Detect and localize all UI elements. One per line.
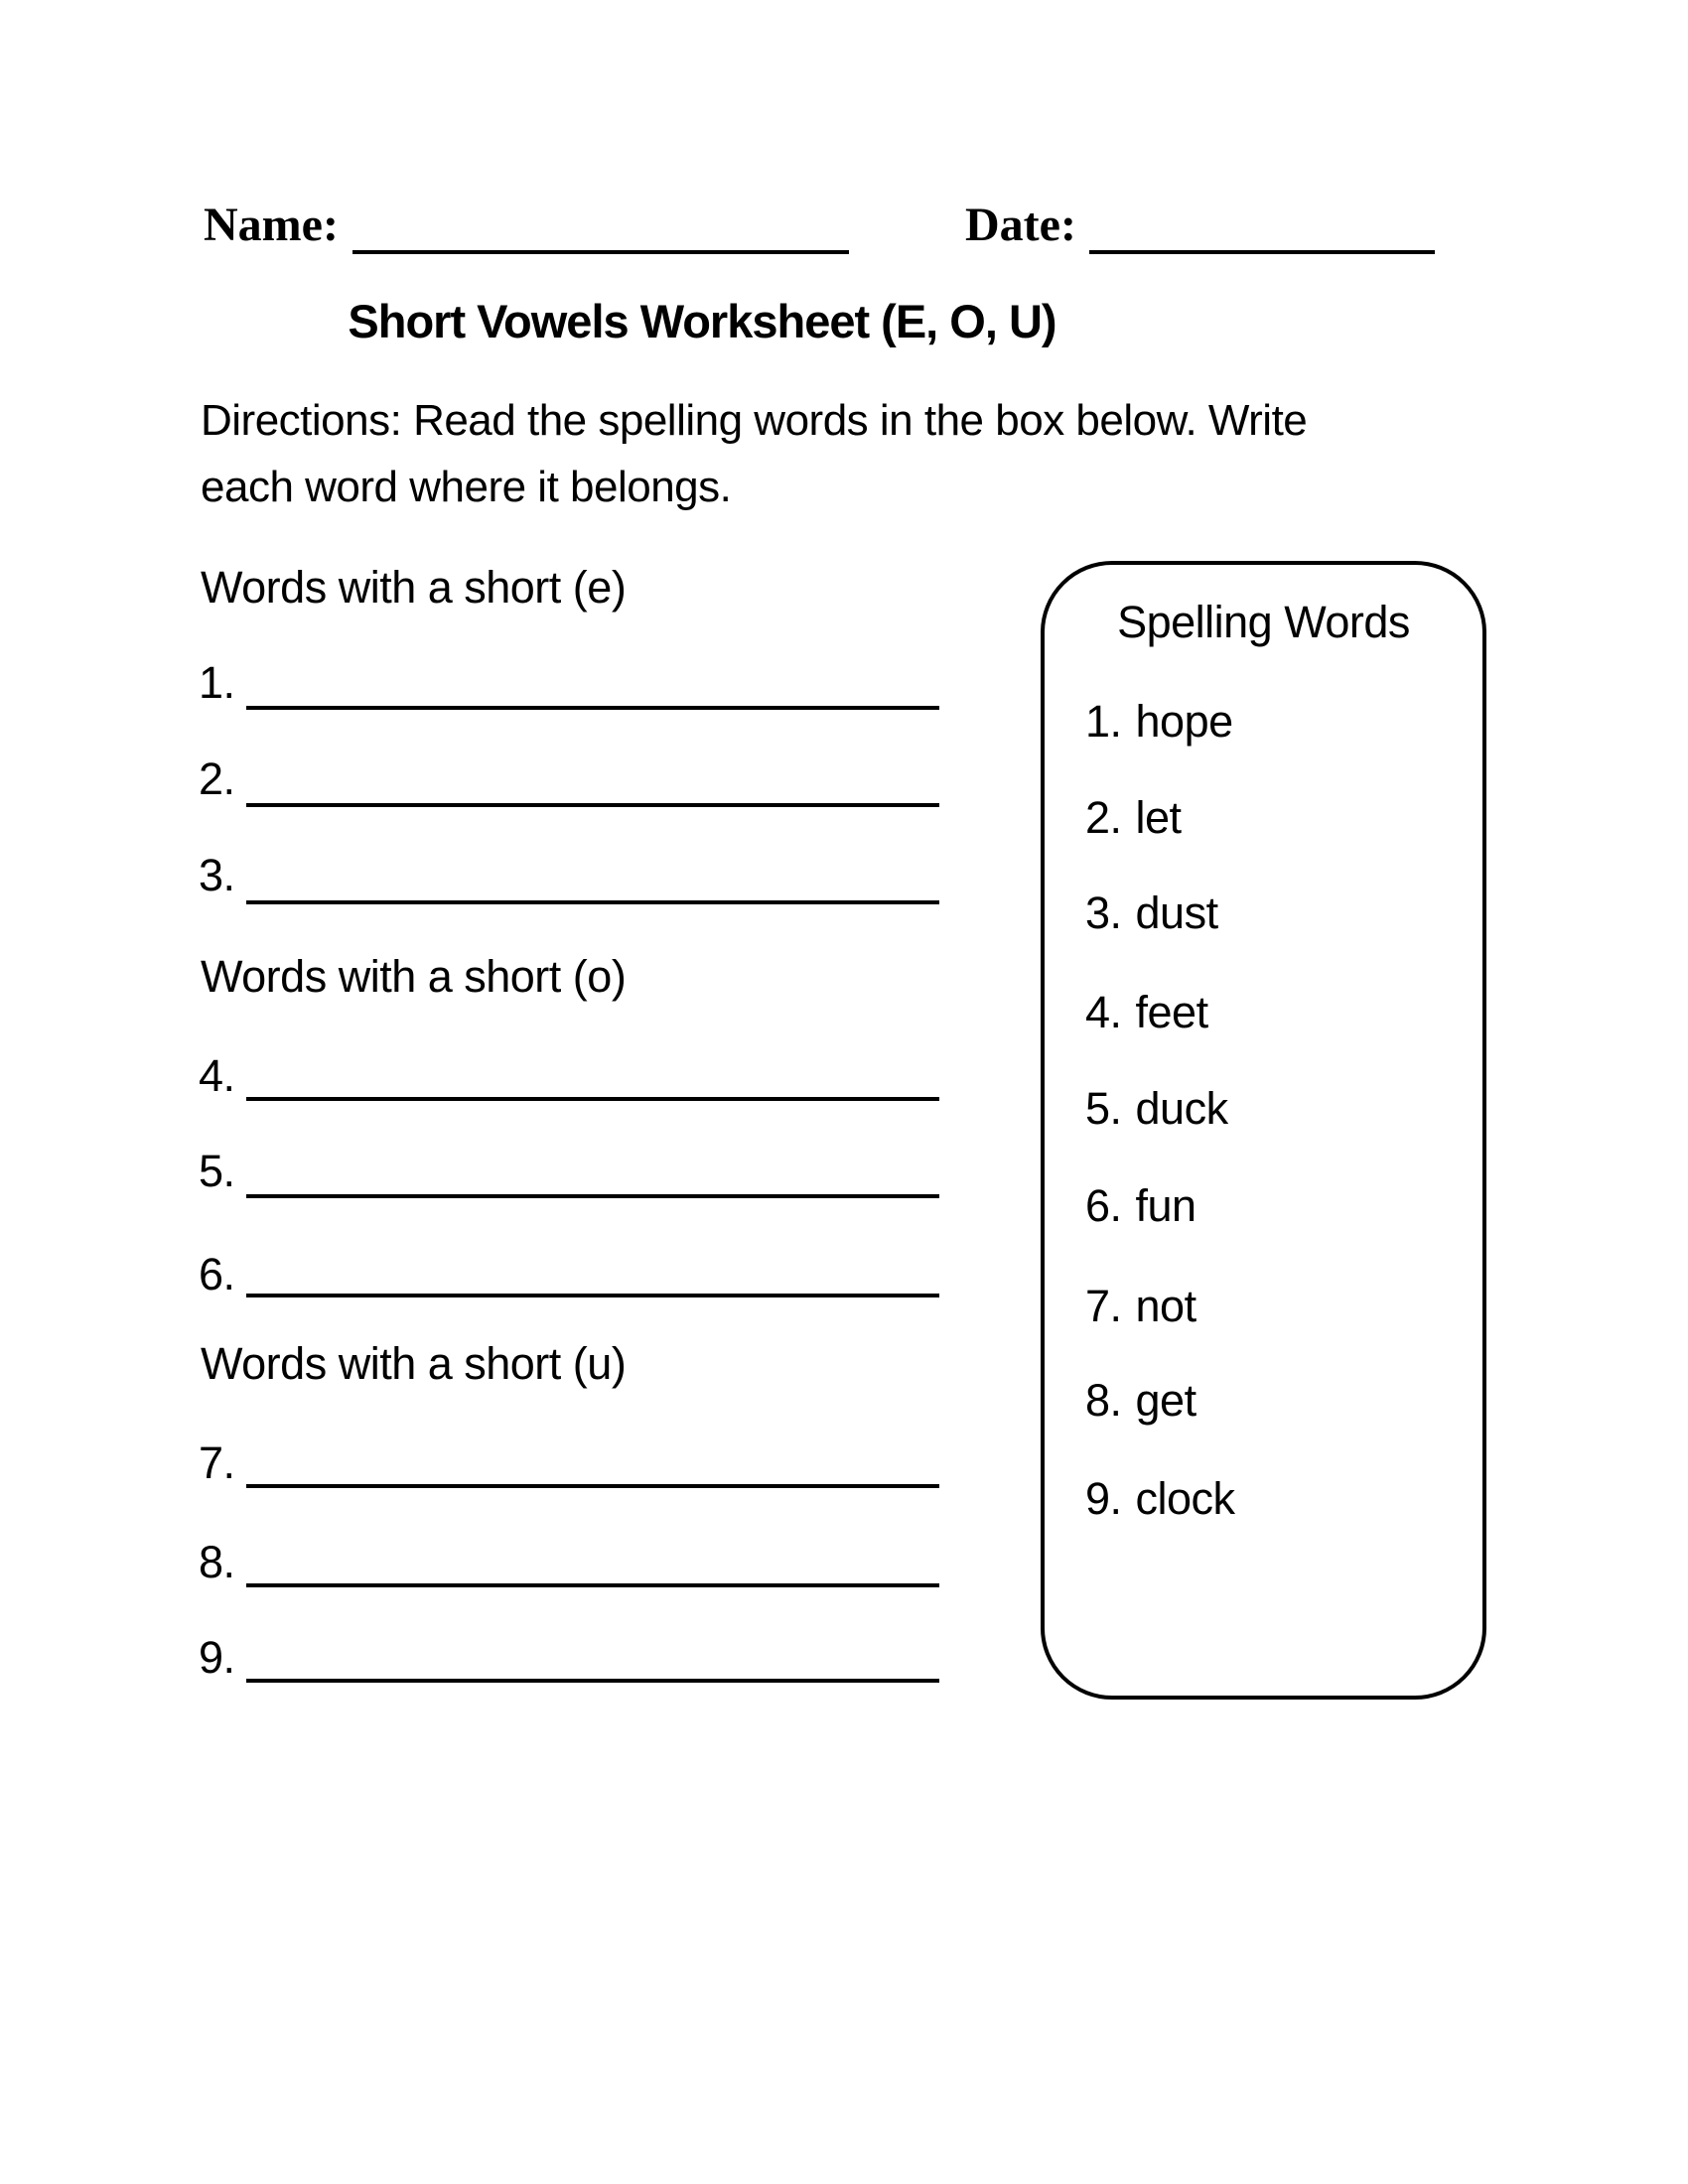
word-number-1: 1. bbox=[1085, 696, 1122, 747]
word-number-4: 4. bbox=[1085, 987, 1122, 1037]
page-title: Short Vowels Worksheet (E, O, U) bbox=[348, 295, 1056, 347]
word-bank-item-3 bbox=[1085, 887, 1218, 938]
word-text-3: dust bbox=[1135, 887, 1218, 938]
answer-blank-4[interactable] bbox=[246, 1097, 939, 1101]
word-bank-item-2 bbox=[1085, 792, 1182, 843]
item-number-8: 8. bbox=[199, 1537, 235, 1587]
word-text-1: hope bbox=[1135, 696, 1233, 747]
answer-blank-1[interactable] bbox=[246, 706, 939, 710]
directions-line-2: each word where it belongs. bbox=[201, 463, 732, 511]
word-bank-title: Spelling Words bbox=[1117, 597, 1410, 647]
item-number-5: 5. bbox=[199, 1146, 235, 1196]
word-text-9: clock bbox=[1135, 1473, 1235, 1524]
date-blank-line[interactable] bbox=[1089, 250, 1435, 254]
answer-blank-3[interactable] bbox=[246, 900, 939, 904]
name-blank-line[interactable] bbox=[352, 250, 849, 254]
word-number-5: 5. bbox=[1085, 1083, 1122, 1134]
word-number-7: 7. bbox=[1085, 1281, 1122, 1331]
date-label: Date: bbox=[965, 199, 1076, 251]
word-number-9: 9. bbox=[1085, 1473, 1122, 1524]
word-number-2: 2. bbox=[1085, 792, 1122, 843]
word-bank-item-9 bbox=[1085, 1473, 1235, 1524]
word-text-4: feet bbox=[1135, 987, 1208, 1037]
word-bank-item-6 bbox=[1085, 1180, 1196, 1231]
section-heading-short-o: Words with a short (o) bbox=[201, 951, 627, 1002]
answer-blank-7[interactable] bbox=[246, 1484, 939, 1488]
word-number-8: 8. bbox=[1085, 1375, 1122, 1426]
word-text-7: not bbox=[1135, 1281, 1196, 1331]
item-number-6: 6. bbox=[199, 1249, 235, 1299]
word-text-6: fun bbox=[1135, 1180, 1196, 1231]
answer-blank-9[interactable] bbox=[246, 1679, 939, 1683]
section-heading-short-e: Words with a short (e) bbox=[201, 562, 627, 613]
word-bank-item-7 bbox=[1085, 1281, 1196, 1331]
word-text-8: get bbox=[1135, 1375, 1196, 1426]
item-number-2: 2. bbox=[199, 753, 235, 804]
answer-blank-8[interactable] bbox=[246, 1583, 939, 1587]
answer-blank-6[interactable] bbox=[246, 1294, 939, 1297]
word-text-2: let bbox=[1135, 792, 1182, 843]
item-number-3: 3. bbox=[199, 850, 235, 900]
section-heading-short-u: Words with a short (u) bbox=[201, 1338, 627, 1389]
word-bank-item-5 bbox=[1085, 1083, 1228, 1134]
answer-blank-5[interactable] bbox=[246, 1194, 939, 1198]
word-number-3: 3. bbox=[1085, 887, 1122, 938]
directions-line-1: Directions: Read the spelling words in the box below. Write bbox=[201, 396, 1308, 445]
name-label: Name: bbox=[204, 199, 339, 251]
item-number-9: 9. bbox=[199, 1632, 235, 1683]
item-number-7: 7. bbox=[199, 1437, 235, 1488]
answer-blank-2[interactable] bbox=[246, 803, 939, 807]
word-text-5: duck bbox=[1135, 1083, 1228, 1134]
item-number-1: 1. bbox=[199, 657, 235, 708]
word-bank-item-1 bbox=[1085, 696, 1233, 747]
word-number-6: 6. bbox=[1085, 1180, 1122, 1231]
word-bank-item-4 bbox=[1085, 987, 1208, 1037]
word-bank-item-8 bbox=[1085, 1375, 1196, 1426]
item-number-4: 4. bbox=[199, 1050, 235, 1101]
